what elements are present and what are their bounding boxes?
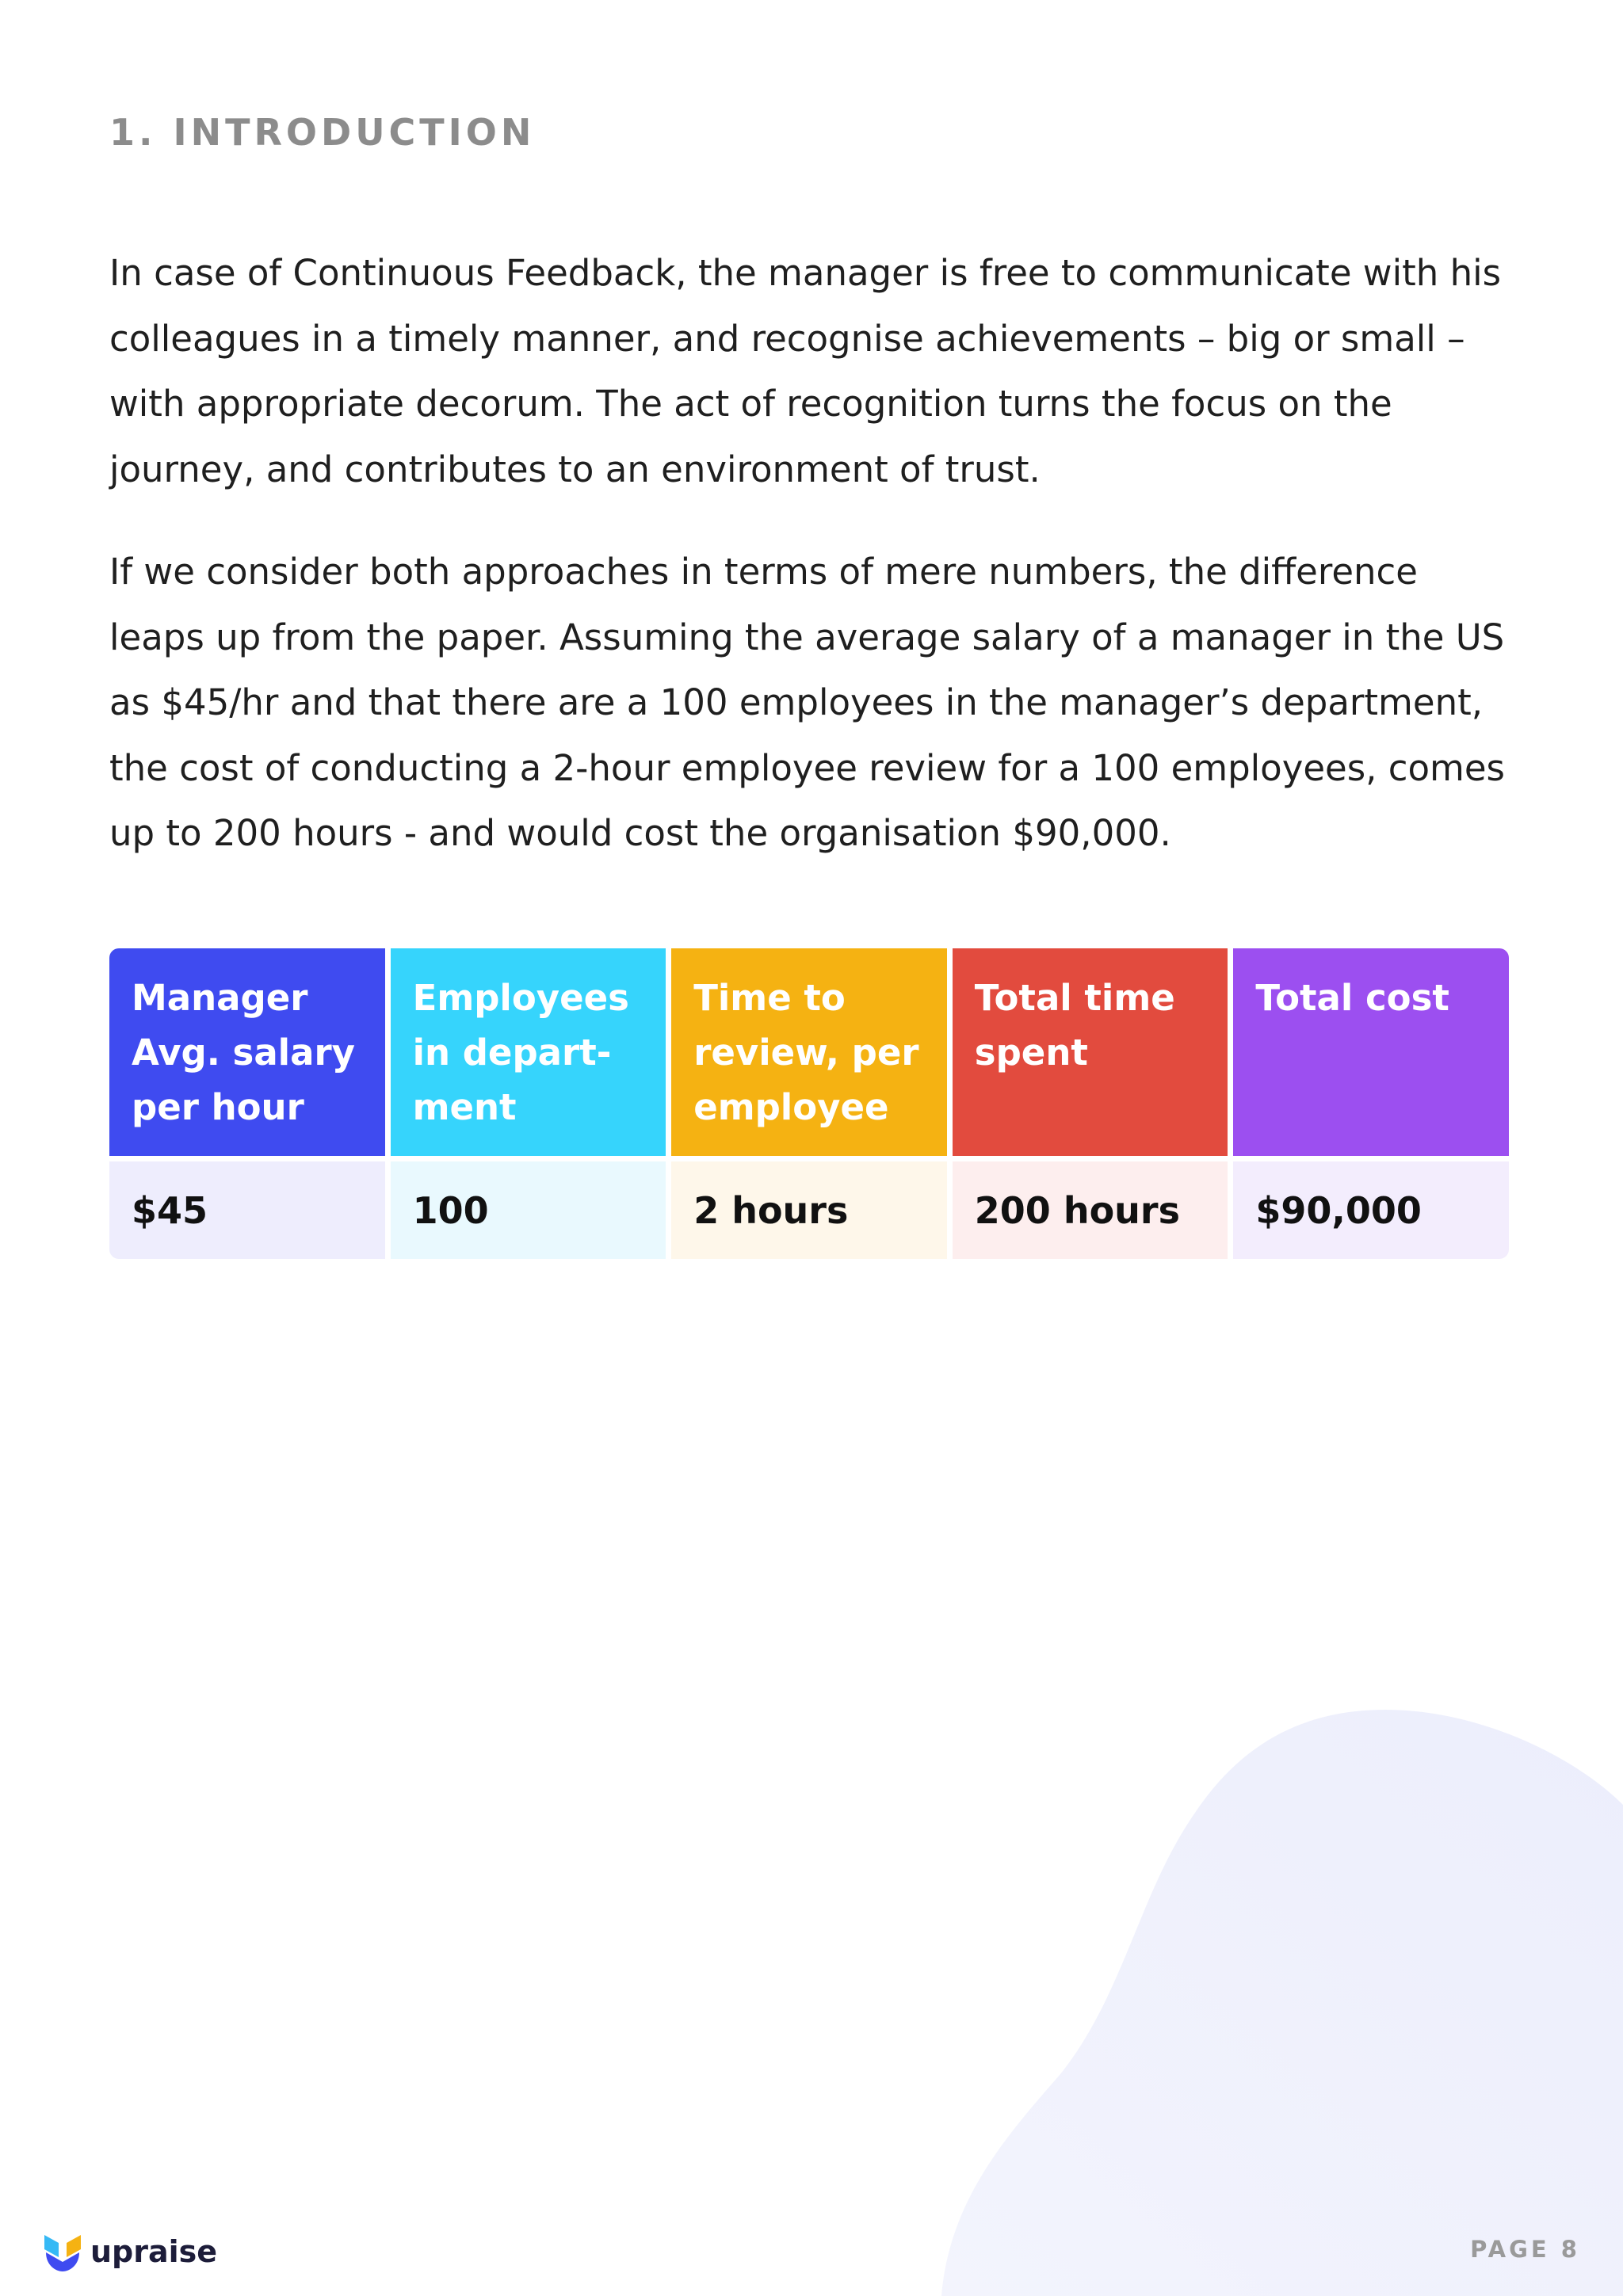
body-paragraph-1: In case of Continuous Feedback, the manager is free to communicate with his colleagues in a timely manner, and recognise achievements – big or small – with appropriate decorum. The act of recognition turns the focus on the journey, and contributes to an environment of trust. xyxy=(109,252,1502,490)
header-manager-salary: Manager Avg. salary per hour xyxy=(109,948,385,1156)
header-total-cost: Total cost xyxy=(1233,948,1509,1156)
value-review-time: 2 hours xyxy=(671,1161,947,1259)
header-total-time: Total time spent xyxy=(953,948,1228,1156)
value-manager-salary: $45 xyxy=(109,1161,385,1259)
value-total-time: 200 hours xyxy=(953,1161,1228,1259)
page-number: PAGE 8 xyxy=(1470,2236,1580,2263)
cost-comparison-table xyxy=(109,948,1509,1259)
value-total-cost: $90,000 xyxy=(1233,1161,1509,1259)
upraise-logo-icon xyxy=(43,2230,82,2273)
header-review-time: Time to review, per employee xyxy=(671,948,947,1156)
brand-logo xyxy=(43,2230,217,2273)
background-blob-decoration xyxy=(941,1694,1623,2296)
section-title: 1. INTRODUCTION xyxy=(109,111,536,154)
header-employees: Employees in depart-ment xyxy=(391,948,666,1156)
brand-name: upraise xyxy=(90,2234,218,2269)
body-paragraph-2: If we consider both approaches in terms of mere numbers, the difference leaps up from the paper. Assuming the average salary of a manager in the US as $45/hr and that there are a 100 employees in the manager’s department, the cost of conducting a 2-hour employee review for a 100 employees, comes up to 200 hours - and would cost the organisation $90,000. xyxy=(109,551,1505,854)
value-employees: 100 xyxy=(391,1161,666,1259)
